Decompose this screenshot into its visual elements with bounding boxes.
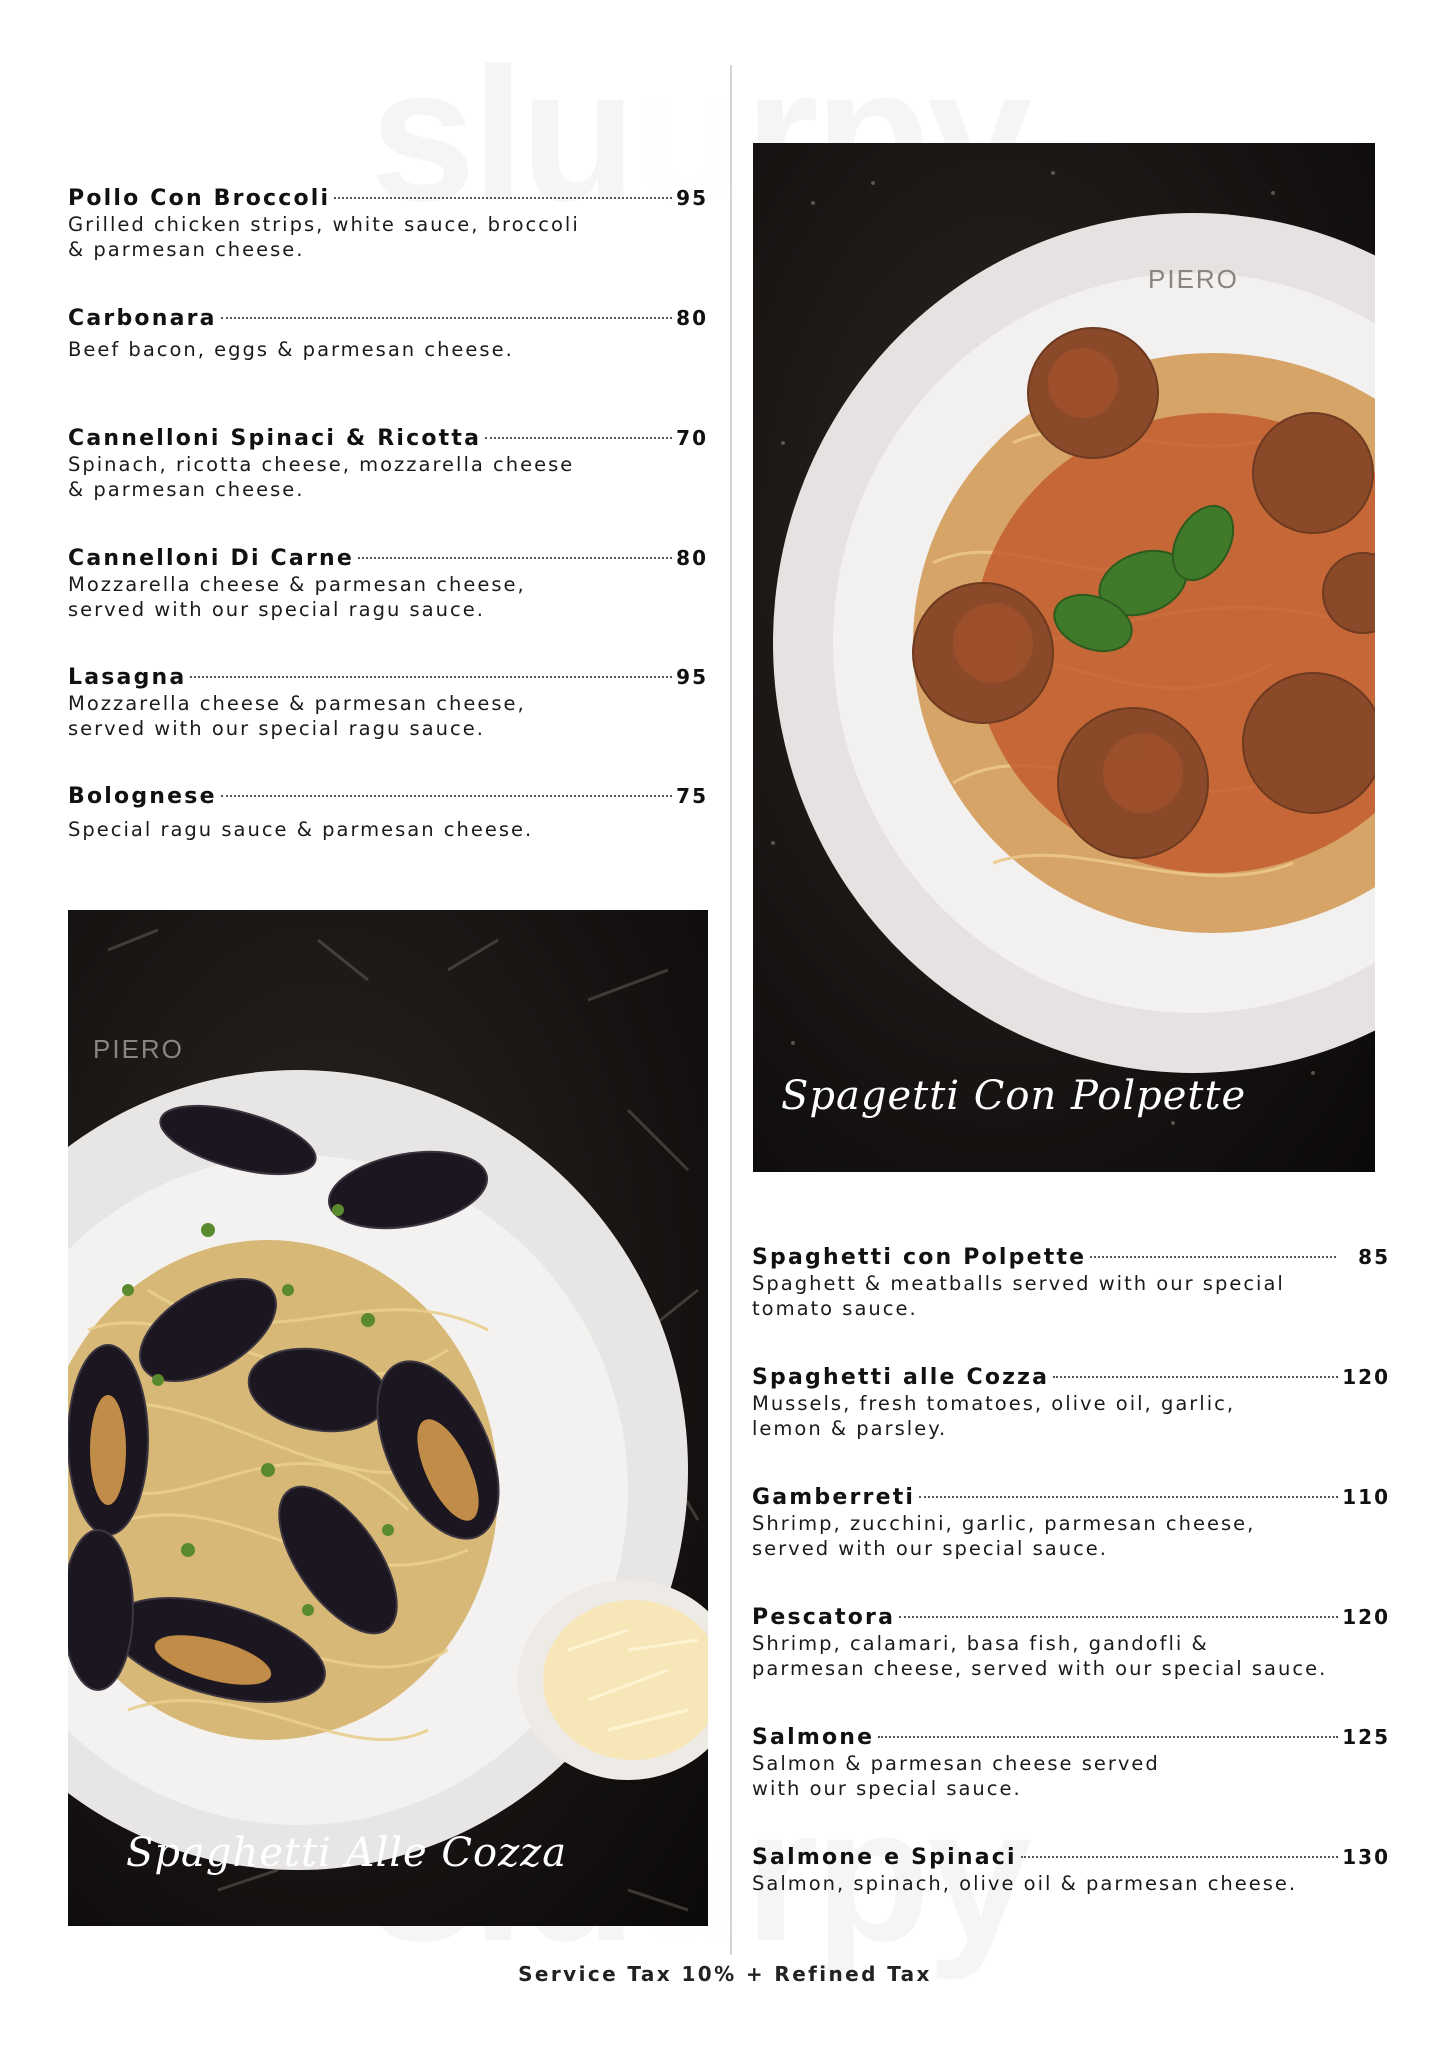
photo-spagetti-con-polpette xyxy=(753,143,1375,1172)
service-tax-note: Service Tax 10% + Refined Tax xyxy=(518,1962,932,1986)
item-name: Spaghetti alle Cozza xyxy=(752,1365,1050,1390)
item-price: 85 xyxy=(1358,1245,1390,1269)
menu-item-gamberreti xyxy=(752,1485,1390,1561)
item-description: Salmon, spinach, olive oil & parmesan cheese. xyxy=(752,1872,1298,1895)
polpette-dish-illustration xyxy=(753,143,1375,1172)
menu-item-salmone-e-spinaci xyxy=(752,1845,1390,1896)
item-name: Spaghetti con Polpette xyxy=(752,1245,1087,1270)
plate-brand: PIERO xyxy=(93,1034,184,1064)
menu-item-cannelloni-spinaci-ricotta xyxy=(68,426,708,502)
dot-leader xyxy=(221,795,672,797)
item-name: Bolognese xyxy=(68,784,217,809)
item-description: Spaghett & meatballs served with our special tomato sauce. xyxy=(752,1272,1285,1320)
cozza-dish-illustration xyxy=(68,910,708,1926)
dot-leader xyxy=(919,1496,1338,1498)
item-name: Cannelloni Di Carne xyxy=(68,546,354,571)
column-divider xyxy=(730,65,732,1955)
item-name: Carbonara xyxy=(68,306,217,331)
item-description: Mussels, fresh tomatoes, olive oil, garlic, lemon & parsley. xyxy=(752,1392,1236,1440)
menu-item-salmone xyxy=(752,1725,1390,1801)
item-name: Salmone e Spinaci xyxy=(752,1845,1017,1870)
item-name: Salmone xyxy=(752,1725,875,1750)
dot-leader xyxy=(358,557,672,559)
dot-leader xyxy=(485,437,672,439)
item-price: 70 xyxy=(676,426,708,450)
item-price: 120 xyxy=(1342,1605,1390,1629)
item-description: Grilled chicken strips, white sauce, broccoli & parmesan cheese. xyxy=(68,213,580,261)
photo-spaghetti-alle-cozza xyxy=(68,910,708,1926)
item-price: 125 xyxy=(1342,1725,1390,1749)
item-name: Gamberreti xyxy=(752,1485,916,1510)
menu-item-cannelloni-di-carne xyxy=(68,546,708,622)
dot-leader xyxy=(899,1616,1338,1618)
photo-caption-cozza: Spaghetti Alle Cozza xyxy=(126,1830,568,1876)
menu-item-pollo-con-broccoli xyxy=(68,186,708,262)
item-price: 130 xyxy=(1342,1845,1390,1869)
dot-leader xyxy=(221,317,672,319)
menu-item-lasagna xyxy=(68,665,708,741)
photo-caption-polpette: Spagetti Con Polpette xyxy=(781,1073,1247,1119)
item-description: Beef bacon, eggs & parmesan cheese. xyxy=(68,338,514,361)
item-price: 110 xyxy=(1342,1485,1390,1509)
plate-brand: PIERO xyxy=(1148,264,1239,294)
dot-leader xyxy=(1090,1256,1336,1258)
item-name: Pollo Con Broccoli xyxy=(68,186,331,211)
item-description: Spinach, ricotta cheese, mozzarella cheese & parmesan cheese. xyxy=(68,453,575,501)
item-name: Cannelloni Spinaci & Ricotta xyxy=(68,426,482,451)
item-description: Shrimp, zucchini, garlic, parmesan cheese, served with our special sauce. xyxy=(752,1512,1256,1560)
dot-leader xyxy=(1053,1376,1338,1378)
item-description: Shrimp, calamari, basa fish, gandofli & parmesan cheese, served with our special sauce. xyxy=(752,1632,1328,1680)
item-description: Special ragu sauce & parmesan cheese. xyxy=(68,818,534,841)
item-price: 80 xyxy=(676,306,708,330)
item-price: 95 xyxy=(676,186,708,210)
item-name: Pescatora xyxy=(752,1605,896,1630)
item-price: 75 xyxy=(676,784,708,808)
item-description: Mozzarella cheese & parmesan cheese, served with our special ragu sauce. xyxy=(68,692,526,740)
item-name: Lasagna xyxy=(68,665,187,690)
item-description: Mozzarella cheese & parmesan cheese, served with our special ragu sauce. xyxy=(68,573,526,621)
dot-leader xyxy=(878,1736,1338,1738)
menu-item-pescatora xyxy=(752,1605,1390,1681)
menu-item-spaghetti-con-polpette xyxy=(752,1245,1390,1321)
menu-item-spaghetti-alle-cozza xyxy=(752,1365,1390,1441)
item-price: 120 xyxy=(1342,1365,1390,1389)
item-price: 95 xyxy=(676,665,708,689)
item-price: 80 xyxy=(676,546,708,570)
menu-item-carbonara xyxy=(68,306,708,362)
menu-item-bolognese xyxy=(68,784,708,842)
dot-leader xyxy=(334,197,672,199)
dot-leader xyxy=(1021,1856,1339,1858)
dot-leader xyxy=(190,676,672,678)
item-description: Salmon & parmesan cheese served with our special sauce. xyxy=(752,1752,1160,1800)
